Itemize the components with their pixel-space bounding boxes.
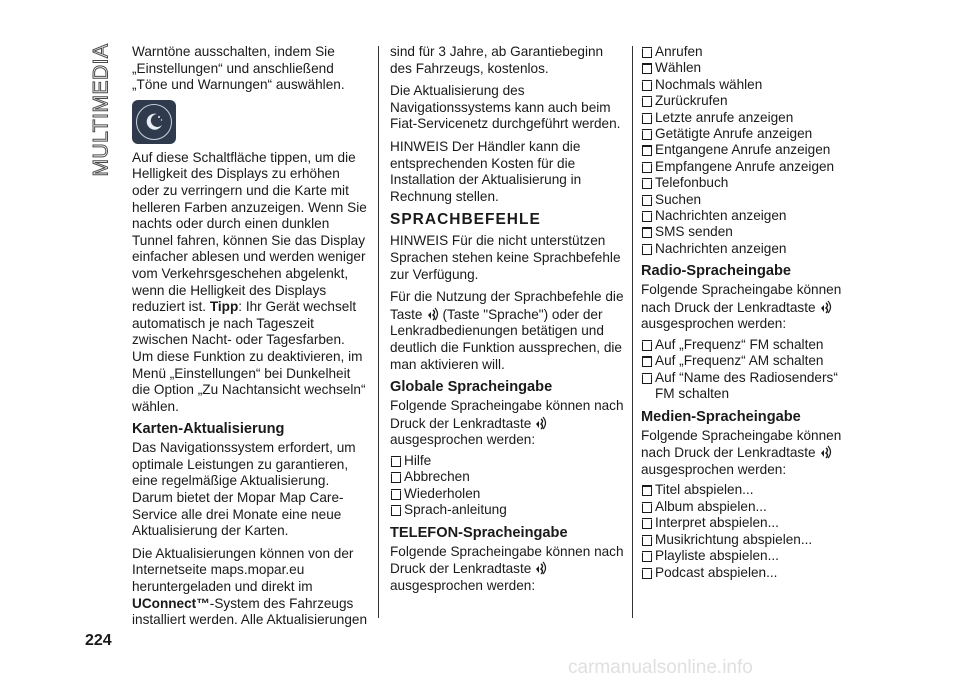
paragraph: sind für 3 Jahre, ab Garantiebeginn des Fahrzeugs, kostenlos.	[390, 44, 604, 76]
paragraph	[641, 428, 851, 479]
voice-command-icon	[533, 415, 549, 431]
list-item: Suchen	[641, 192, 851, 208]
heading-global: Globale Spracheingabe	[390, 379, 553, 396]
list-item: Playliste abspielen...	[641, 548, 851, 564]
text: Folgende Spracheingabe können nach Druck der Lenkradtaste	[390, 398, 624, 431]
list-item: Hilfe	[390, 453, 626, 469]
list-item: Auf “Name des Radiosenders“ FM schalten	[641, 370, 851, 403]
text: Für die Nutzung der Sprachbefehle die Taste	[390, 289, 624, 322]
list-item: Auf „Frequenz“ FM schalten	[641, 337, 851, 353]
voice-command-icon	[818, 444, 834, 460]
list-item: Wiederholen	[390, 486, 626, 502]
telefon-voice-list	[641, 44, 851, 257]
list-item: Interpret abspielen...	[641, 515, 851, 531]
list-item: Letzte anrufe anzeigen	[641, 110, 851, 126]
paragraph	[390, 544, 626, 595]
paragraph: HINWEIS Für die nicht unterstützen Sprachen stehen keine Sprachbefehle zur Verfügung.	[390, 233, 621, 282]
list-item: Album abspielen...	[641, 499, 851, 515]
paragraph	[132, 546, 367, 629]
list-item: Sprach-anleitung	[390, 502, 626, 518]
paragraph	[390, 289, 626, 373]
text: Folgende Spracheingabe können nach Druck der Lenkradtaste	[390, 543, 624, 577]
radio-voice-list	[641, 337, 851, 403]
brand-name: UConnect™	[132, 595, 210, 611]
watermark: carmanualsonline.info	[568, 657, 753, 678]
list-item: Wählen	[641, 60, 851, 76]
list-item: Anrufen	[641, 44, 851, 60]
voice-command-icon	[425, 306, 441, 322]
text: -System des Fahrzeugs installiert werden. Alle Aktualisierungen	[132, 595, 368, 628]
text: (Taste "Sprache") oder der Lenkradbedienungen betätigen und deutlich die Funktion aussprechen, die man aktivieren will.	[390, 306, 622, 372]
text: ausgesprochen werden:	[641, 461, 787, 477]
list-item: Zurückrufen	[641, 93, 851, 109]
list-item: Abbrechen	[390, 469, 626, 485]
list-item: Podcast abspielen...	[641, 565, 851, 581]
moon-icon	[143, 111, 165, 133]
column-2	[390, 44, 626, 600]
column-3	[641, 44, 851, 585]
text: ausgesprochen werden:	[641, 316, 787, 332]
voice-command-icon	[533, 560, 549, 576]
column-divider	[632, 46, 633, 618]
voice-command-icon	[818, 299, 834, 315]
paragraph: Warntöne ausschalten, indem Sie „Einstellungen“ und anschließend „Töne und Warnungen“ auswählen.	[132, 44, 345, 93]
section-title: MULTIMEDIA	[89, 43, 113, 177]
text: Folgende Spracheingabe können nach Druck der Lenkradtaste	[641, 427, 842, 461]
page-number: 224	[85, 632, 112, 649]
list-item: Nachrichten anzeigen	[641, 241, 851, 257]
list-item: Empfangene Anrufe anzeigen	[641, 159, 851, 175]
paragraph: Das Navigationssystem erfordert, um optimale Leistungen zu garantieren, eine regelmäßige Aktualisierung. Darum bietet der Mopar Map Care-Service alle drei Monate eine neue Aktualisierung der Karten.	[132, 440, 356, 539]
heading-radio: Radio-Spracheingabe	[641, 263, 792, 280]
text: Die Aktualisierungen können von der Internetseite maps.mopar.eu heruntergeladen und direkt im	[132, 545, 354, 595]
column-1	[132, 44, 367, 635]
list-item: Musikrichtung abspielen...	[641, 532, 851, 548]
text: ausgesprochen werden:	[390, 432, 536, 448]
list-item: SMS senden	[641, 224, 851, 240]
heading-sprachbefehle: SPRACHBEFEHLE	[390, 211, 541, 229]
list-item: Auf „Frequenz“ AM schalten	[641, 353, 851, 369]
tip-label: Tipp	[209, 299, 239, 315]
paragraph: HINWEIS Der Händler kann die entsprechenden Kosten für die Installation der Aktualisierung in Rechnung stellen.	[390, 138, 582, 204]
column-divider	[378, 46, 379, 618]
list-item: Nochmals wählen	[641, 77, 851, 93]
medien-voice-list	[641, 482, 851, 580]
list-item: Titel abspielen...	[641, 482, 851, 498]
text: Folgende Spracheingabe können nach Druck der Lenkradtaste	[641, 282, 842, 315]
list-item: Telefonbuch	[641, 175, 851, 191]
text: ausgesprochen werden:	[390, 577, 536, 593]
text: : Ihr Gerät wechselt automatisch je nach Tageszeit zwischen Nacht- oder Tagesfarben. Um diese Funktion zu deaktivieren, im Menü „Einstellungen“ bei Dunkelheit die Option „Zu Nachtansicht wechseln“ wählen.	[132, 299, 366, 414]
night-mode-button-icon	[132, 100, 176, 144]
list-item: Getätigte Anrufe anzeigen	[641, 126, 851, 142]
heading-karten: Karten-Aktualisierung	[132, 421, 285, 438]
heading-telefon: TELEFON-Spracheingabe	[390, 524, 568, 541]
heading-medien: Medien-Spracheingabe	[641, 408, 801, 425]
paragraph	[390, 398, 626, 449]
global-voice-list	[390, 453, 626, 519]
paragraph	[132, 150, 367, 416]
paragraph: Die Aktualisierung des Navigationssystems kann auch beim Fiat-Servicenetz durchgeführt werden.	[390, 83, 621, 132]
paragraph	[641, 282, 851, 333]
list-item: Nachrichten anzeigen	[641, 208, 851, 224]
list-item: Entgangene Anrufe anzeigen	[641, 142, 851, 158]
text: Auf diese Schaltfläche tippen, um die Helligkeit des Displays zu erhöhen oder zu verringern und die Karte mit helleren Farben anzuzeigen. Wenn Sie nachts oder durch einen dunklen Tunnel fahren, können Sie das Display einfacher ablesen und werden weniger vom Verkehrsgeschehen abgelenkt, wenn die Helligkeit des Displays reduziert ist.	[132, 149, 367, 315]
